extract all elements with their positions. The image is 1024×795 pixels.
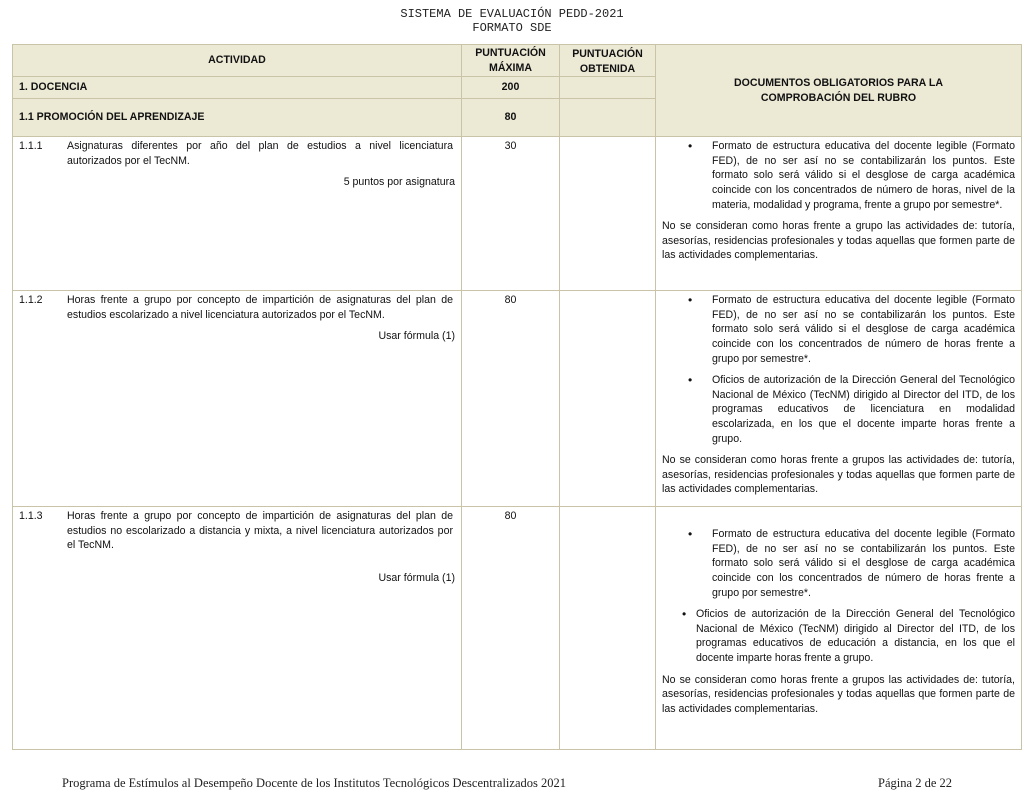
- documents-note: No se consideran como horas frente a grupos las actividades de: tutoría, asesorías, residencias profesionales y todas aquellas que formen parte de las actividades complementarias.: [662, 673, 1015, 715]
- activity-scoring-note: Usar fórmula (1): [378, 571, 455, 584]
- table-header-row: [13, 45, 1022, 77]
- documents-cell: [656, 507, 1022, 750]
- activity-code: 1.1.2: [19, 294, 43, 307]
- activity-code: 1.1.1: [19, 140, 43, 153]
- subsection-obtained[interactable]: [560, 99, 656, 137]
- obtained-score[interactable]: [560, 291, 656, 507]
- document-item: [688, 139, 1015, 212]
- activity-cell: [13, 137, 462, 291]
- footer-page-number: Página 2 de 22: [878, 776, 952, 790]
- activity-code: 1.1.3: [19, 510, 43, 523]
- obtained-score[interactable]: [560, 507, 656, 750]
- col-header-puntuacion-obtenida: PUNTUACIÓN OBTENIDA: [560, 45, 656, 77]
- max-score: 30: [462, 137, 560, 291]
- documents-cell: [656, 137, 1022, 291]
- bullet-icon: •: [688, 293, 693, 308]
- document-header-subtitle: FORMATO SDE: [472, 21, 552, 35]
- table-row: [13, 507, 1022, 750]
- bullet-icon: •: [688, 373, 693, 388]
- obtained-score[interactable]: [560, 137, 656, 291]
- table-row: [13, 291, 1022, 507]
- activity-description: Asignaturas diferentes por año del plan de estudios a nivel licenciatura autorizados por el TecNM.: [67, 140, 453, 167]
- col-header-actividad: ACTIVIDAD: [13, 45, 462, 77]
- section-label: 1. DOCENCIA: [13, 77, 462, 99]
- activity-description: Horas frente a grupo por concepto de impartición de asignaturas del plan de estudios escolarizado a nivel licenciatura autorizados por el TecNM.: [67, 294, 453, 321]
- max-score: 80: [462, 291, 560, 507]
- document-item: [688, 373, 1015, 446]
- subsection-label: 1.1 PROMOCIÓN DEL APRENDIZAJE: [13, 99, 462, 137]
- table-row: [13, 137, 1022, 291]
- section-max: 200: [462, 77, 560, 99]
- document-text: Formato de estructura educativa del docente legible (Formato FED), de no ser así no se contabilizarán los puntos. Este formato solo será válido si el desglose de carga académica coincide con los concentrados de número de horas frente a grupo por semestre*.: [712, 294, 1015, 365]
- document-item: [688, 527, 1015, 600]
- col-header-documentos: DOCUMENTOS OBLIGATORIOS PARA LA COMPROBACIÓN DEL RUBRO: [656, 45, 1022, 137]
- document-header-title: SISTEMA DE EVALUACIÓN PEDD-2021: [400, 7, 624, 21]
- document-item: [682, 607, 1015, 665]
- col-header-puntuacion-maxima: PUNTUACIÓN MÁXIMA: [462, 45, 560, 77]
- document-item: [688, 293, 1015, 366]
- documents-note: No se consideran como horas frente a grupos las actividades de: tutoría, asesorías, residencias profesionales y todas aquellas que formen parte de las actividades complementarias.: [662, 454, 1015, 496]
- document-text: Formato de estructura educativa del docente legible (Formato FED), de no ser así no se contabilizarán los puntos. Este formato solo será válido si el desglose de carga académica coincide con los concentrados de número de horas frente a grupo por semestre*.: [712, 528, 1015, 599]
- activity-description: Horas frente a grupo por concepto de impartición de asignaturas del plan de estudios no escolarizado a distancia y mixta, a nivel licenciatura autorizados por el TecNM.: [67, 510, 453, 552]
- activity-scoring-note: Usar fórmula (1): [378, 330, 455, 343]
- document-text: Oficios de autorización de la Dirección General del Tecnológico Nacional de México (TecNM) dirigido al Director del ITD, de los programas educativos de educación a distancia, en los que el docente imparte horas frente a grupo.: [696, 608, 1015, 664]
- evaluation-table: [12, 44, 1022, 750]
- max-score: 80: [462, 507, 560, 750]
- document-text: Formato de estructura educativa del docente legible (Formato FED), de no ser así no se contabilizarán los puntos. Este formato solo será válido si el desglose de carga académica coincide con los concentrados de número de horas, nivel de la materia, modalidad y programa, frente a grupo por semestre*.: [712, 140, 1015, 211]
- bullet-icon: •: [688, 139, 693, 154]
- section-obtained[interactable]: [560, 77, 656, 99]
- bullet-icon: •: [682, 607, 687, 622]
- document-text: Oficios de autorización de la Dirección General del Tecnológico Nacional de México (TecNM) dirigido al Director del ITD, de los programas educativos de licenciatura en modalidad escolarizada, en los que el docente imparte horas frente a grupo.: [712, 374, 1015, 445]
- activity-cell: [13, 507, 462, 750]
- documents-cell: [656, 291, 1022, 507]
- activity-cell: [13, 291, 462, 507]
- bullet-icon: •: [688, 527, 693, 542]
- footer-program-name: Programa de Estímulos al Desempeño Docente de los Institutos Tecnológicos Descentralizados 2021: [62, 776, 566, 790]
- subsection-max: 80: [462, 99, 560, 137]
- documents-note: No se consideran como horas frente a grupo las actividades de: tutoría, asesorías, residencias profesionales y todas aquellas que formen parte de las actividades complementarias.: [662, 220, 1015, 262]
- activity-scoring-note: 5 puntos por asignatura: [343, 176, 455, 189]
